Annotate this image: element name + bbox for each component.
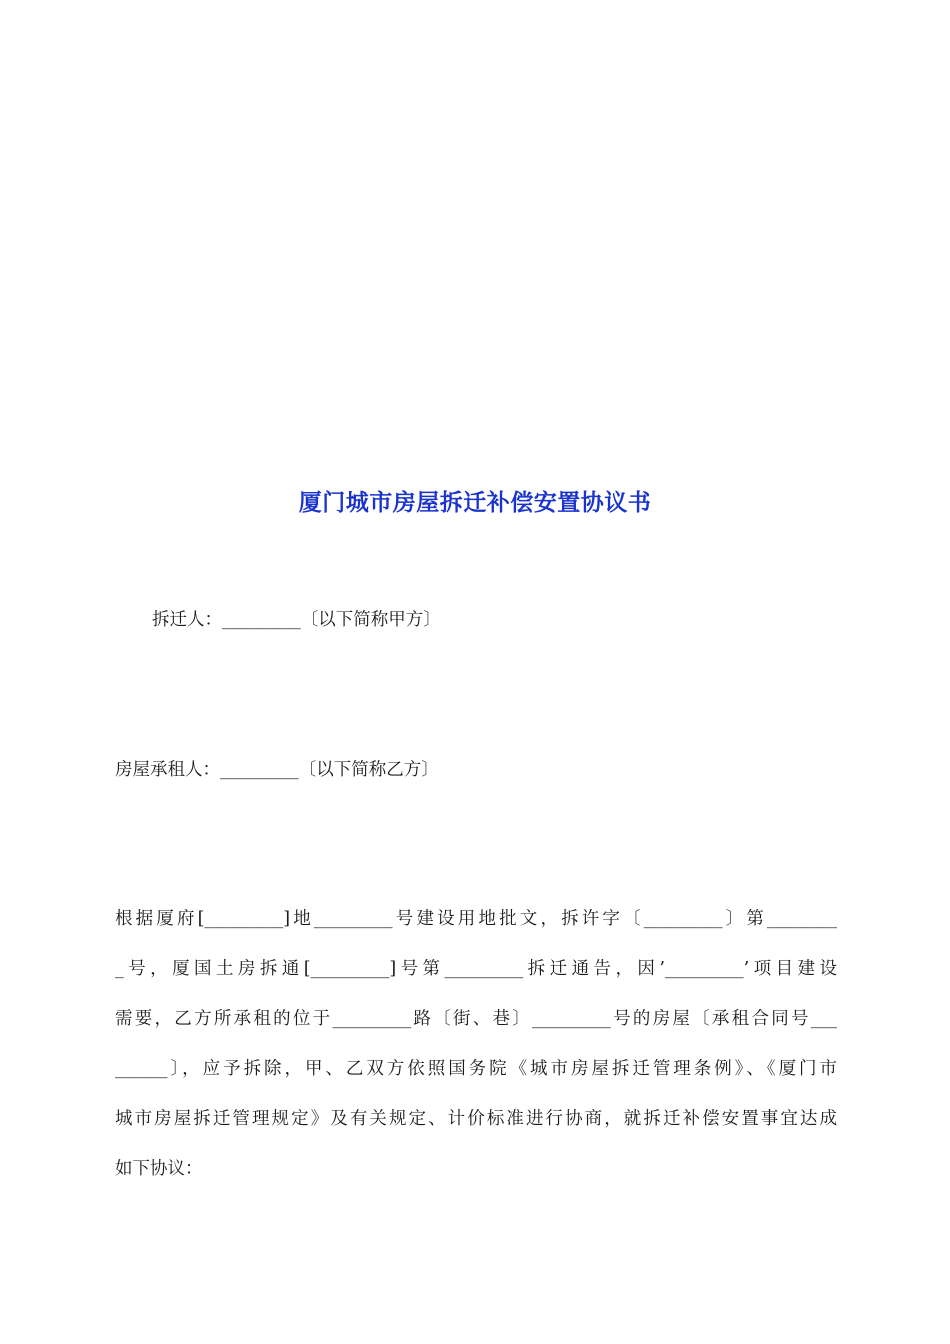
document-title: 厦门城市房屋拆迁补偿安置协议书: [298, 489, 652, 516]
body-line-4: ______〕，应予拆除，甲、乙双方依照国务院《城市房屋拆迁管理条例》、《厦门市: [115, 1059, 837, 1079]
body-paragraph: [115, 894, 837, 1194]
party-a-line: 拆迁人：_________〔以下简称甲方〕: [152, 610, 441, 630]
body-line-1: 根据厦府[_________]地_________号建设用地批文，拆许字〔_________〕第________: [115, 909, 837, 929]
body-line-3: 需要，乙方所承租的位于_________路〔街、巷〕_________号的房屋〔承租合同号___: [115, 1009, 837, 1029]
party-b-line: 房屋承租人：_________〔以下简称乙方〕: [115, 760, 439, 780]
body-line-5: 城市房屋拆迁管理规定》及有关规定、计价标准进行协商，就拆迁补偿安置事宜达成: [115, 1109, 837, 1129]
body-line-6: 如下协议：: [115, 1159, 203, 1179]
body-line-2: _号，厦国土房拆通[_________]号第_________拆迁通告，因’_________’项目建设: [115, 959, 837, 979]
